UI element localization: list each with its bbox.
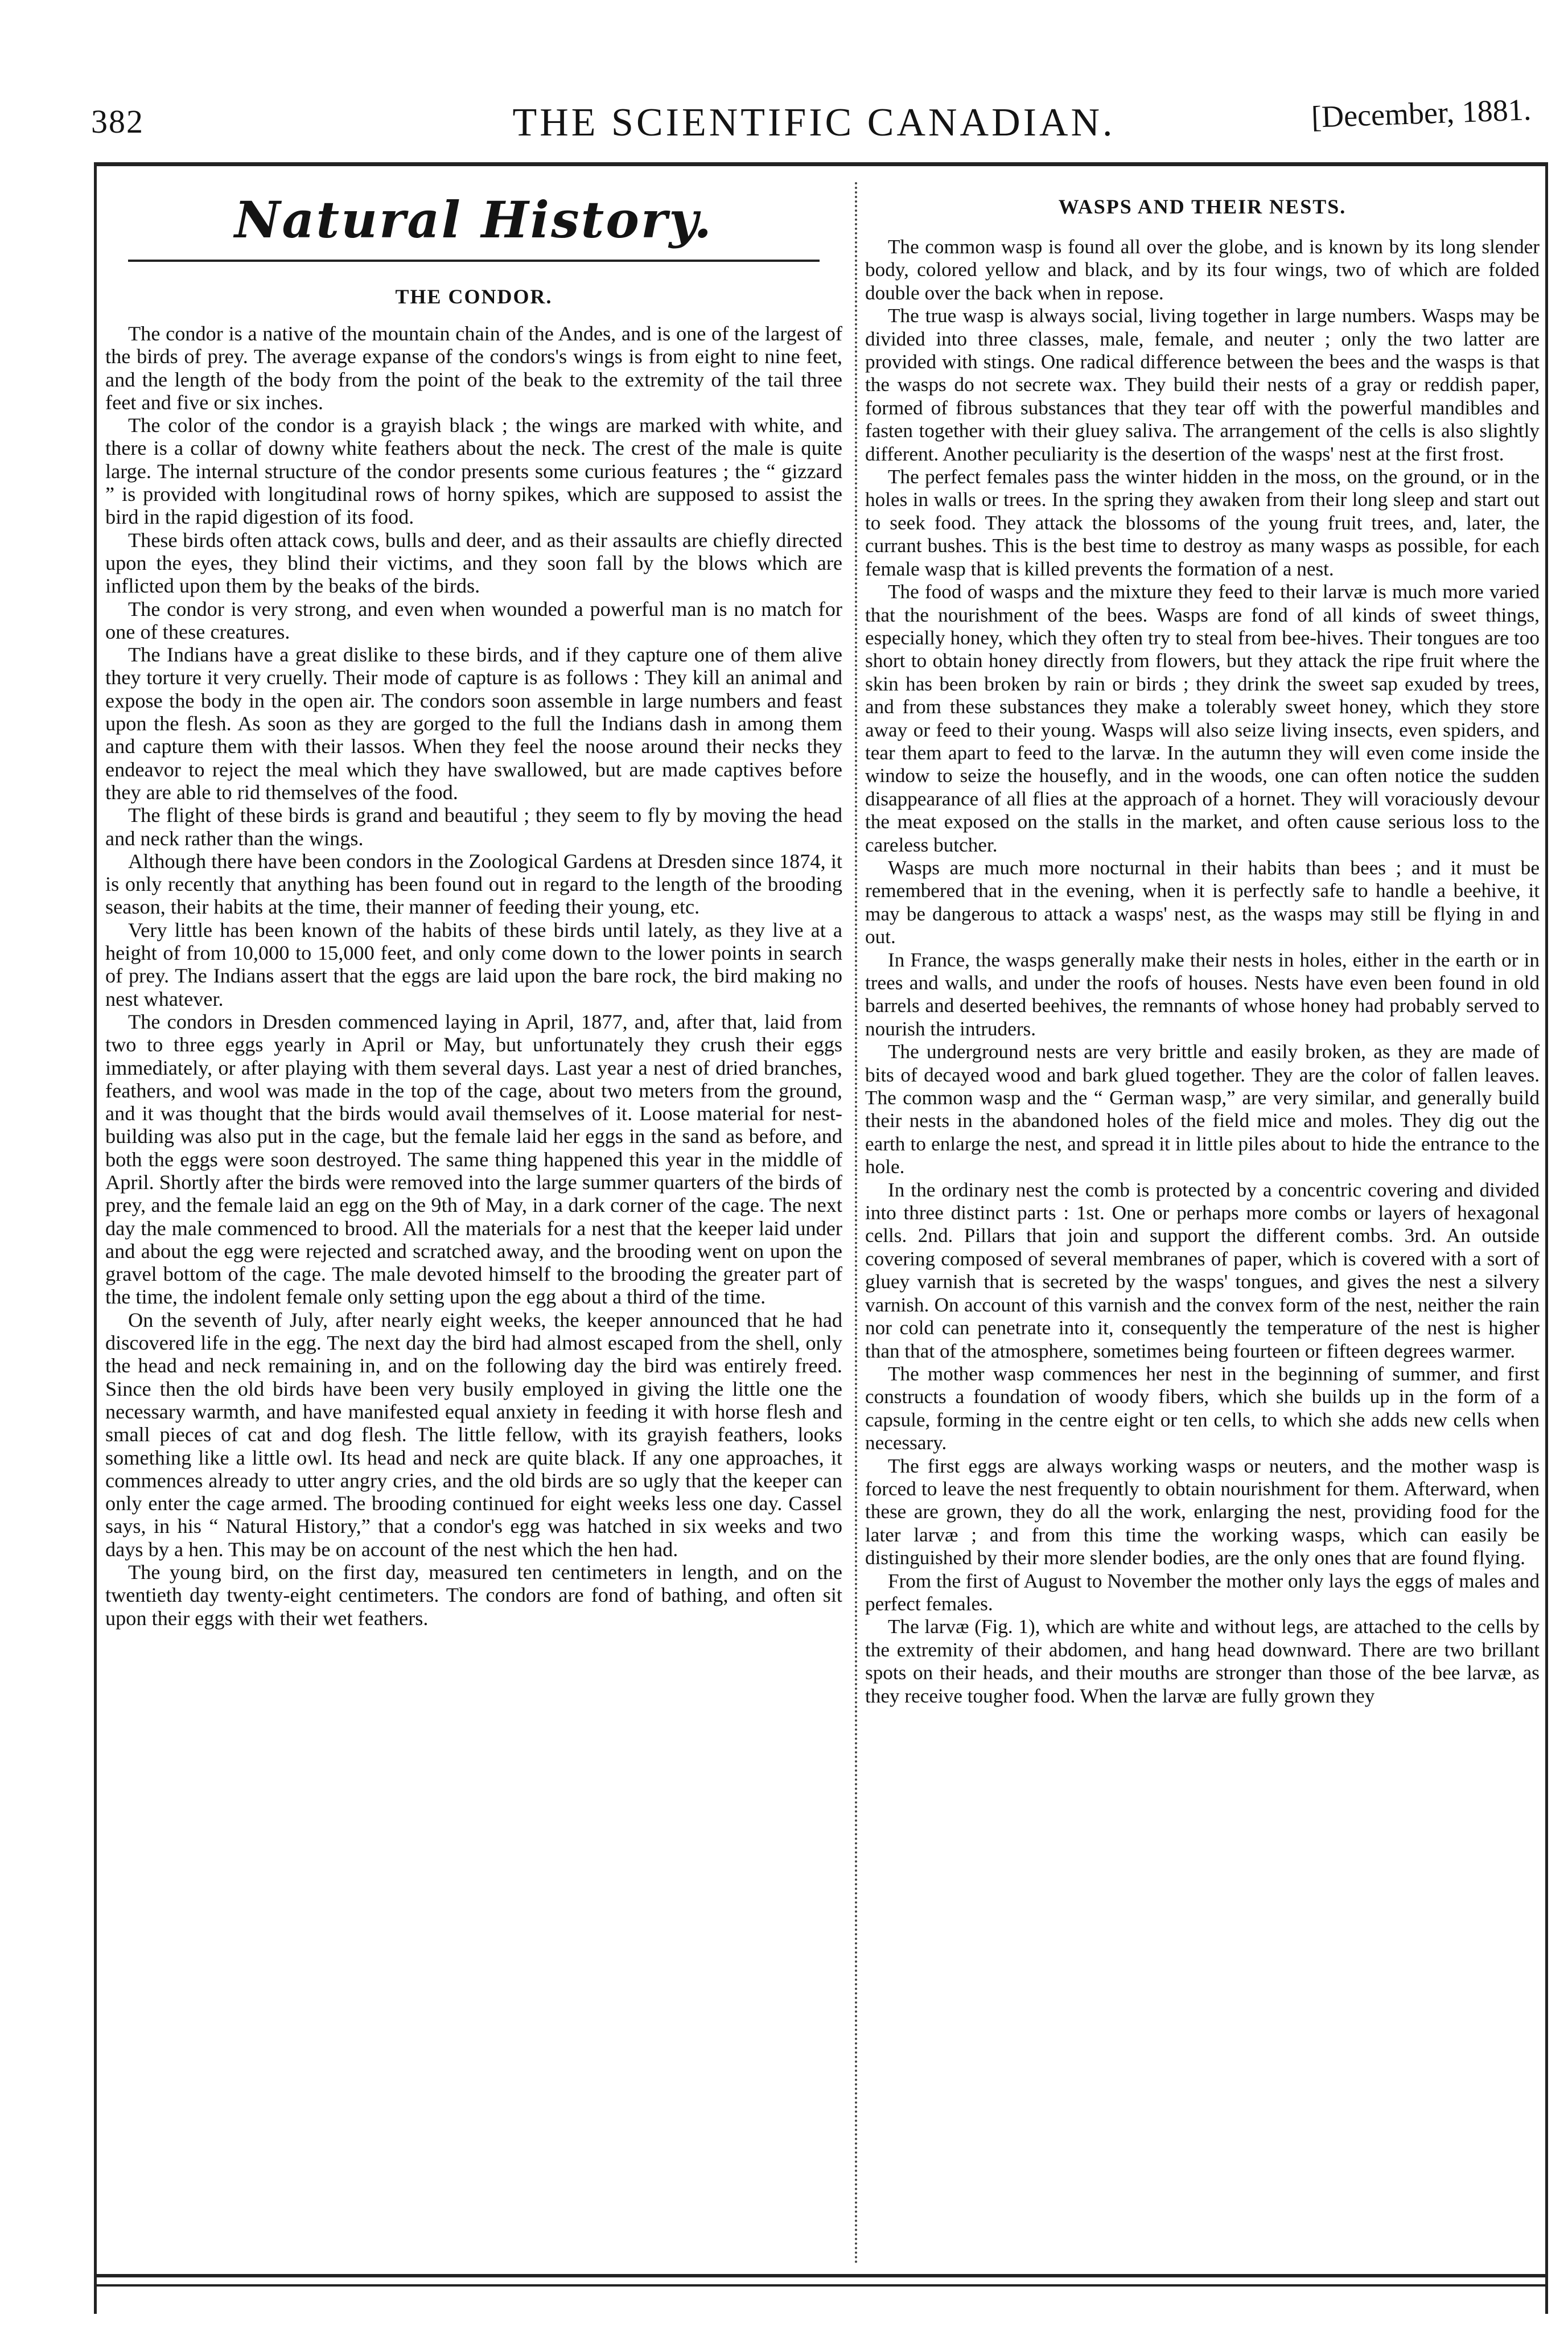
paragraph: The food of wasps and the mixture they feed to their larvæ is much more varied that the nourishment of the bees. Wasps are fond of all kinds of sweet things, especially honey, which they often try to steal from bee-hives. Their tongues are too short to obtain honey directly from flowers, but they attack the ripe fruit where the skin has been broken by rain or birds ; they drink the sweet sap exuded by trees, and from these substances they make a tolerably sweet honey, which they store away or feed to their young. Wasps will also seize living insects, even spiders, and tear them apart to feed to the larvæ. In the autumn they will even come inside the window to seize the housefly, and in the woods, one can often notice the sudden disappearance of all flies at the approach of a hornet. They will voraciously devour the meat exposed on the stalls in the market, and often cause serious loss to the careless butcher.	[865, 581, 1540, 856]
left-column	[105, 182, 842, 2271]
article-title-wasps: WASPS AND THEIR NESTS.	[1058, 195, 1347, 218]
page-number: 382	[91, 103, 144, 140]
section-heading: Natural History.	[234, 190, 714, 249]
paragraph: The common wasp is found all over the globe, and is known by its long slender body, colored yellow and black, and by its four wings, two of which are folded double over the back when in repose.	[865, 236, 1540, 304]
paragraph: The first eggs are always working wasps or neuters, and the mother wasp is forced to leave the nest frequently to obtain nourishment for them. Afterward, when these are grown, they do all the work, enlarging the nest, providing food for the later larvæ ; and from this time the working wasps, which can easily be distinguished by their more slender bodies, are the only ones that are found flying.	[865, 1454, 1540, 1569]
paragraph: The mother wasp commences her nest in the beginning of summer, and first constructs a foundation of woody fibers, which she builds up in the form of a capsule, forming in the centre eight or ten cells, to which she adds new cells when necessary.	[865, 1362, 1540, 1454]
paragraph: The young bird, on the first day, measured ten centimeters in length, and on the twentieth day twenty-eight centimeters. The condors are fond of bathing, and often sit upon their eggs with their wet feathers.	[105, 1561, 842, 1630]
paragraph: The condor is very strong, and even when wounded a powerful man is no match for one of these creatures.	[105, 597, 842, 643]
paragraph: Wasps are much more nocturnal in their habits than bees ; and it must be remembered that in the evening, when it is perfectly safe to handle a beehive, it may be dangerous to attack a wasps' nest, as the wasps may still be flying in and out.	[865, 856, 1540, 948]
paragraph: Although there have been condors in the Zoological Gardens at Dresden since 1874, it is only recently that anything has been found out in regard to the length of the brooding season, their habits at the time, their manner of feeding their young, etc.	[105, 849, 842, 919]
bottom-double-rule	[94, 2274, 1548, 2287]
running-head	[85, 91, 1542, 148]
paragraph: In France, the wasps generally make their nests in holes, either in the earth or in trees and walls, and under the roofs of houses. Nests have even been found in old barrels and deserted beehives, the remnants of whose honey had probably served to nourish the intruders.	[865, 948, 1540, 1040]
section-heading-rule	[128, 260, 820, 262]
paragraph: The underground nests are very brittle and easily broken, as they are made of bits of decayed wood and bark glued together. They are the color of fallen leaves. The common wasp and the “ German wasp,” are very similar, and generally build their nests in the abandoned holes of the field mice and moles. They dig out the earth to enlarge the nest, and spread it in little piles about to hide the entrance to the hole.	[865, 1041, 1540, 1178]
paragraph: From the first of August to November the mother only lays the eggs of males and perfect females.	[865, 1569, 1540, 1615]
article-title-condor: THE CONDOR.	[395, 285, 553, 308]
paragraph: The flight of these birds is grand and beautiful ; they seem to fly by moving the head and neck rather than the wings.	[105, 804, 842, 850]
issue-date: [December, 1881.	[1310, 92, 1532, 134]
paragraph: The condors in Dresden commenced laying in April, 1877, and, after that, laid from two to three eggs yearly in April or May, but unfortunately they crush their eggs immediately, or after playing with them several days. Last year a nest of dried branches, feathers, and wool was made in the top of the cage, about two meters from the ground, and it was thought that the birds would avail themselves of it. Loose material for nest-building was also put in the cage, but the female laid her eggs in the sand as before, and both the eggs were soon destroyed. The same thing happened this year in the middle of April. Shortly after the birds were removed into the large summer quarters of the birds of prey, and the female laid an egg on the 9th of May, in a dark corner of the cage. The next day the male commenced to brood. All the materials for a nest that the keeper laid under and about the egg were rejected and scratched away, and the brooding went on upon the gravel bottom of the cage. The male devoted himself to the brooding the greater part of the time, the indolent female only setting upon the egg about a third of the time.	[105, 1010, 842, 1309]
paragraph: The larvæ (Fig. 1), which are white and without legs, are attached to the cells by the extremity of their abdomen, and hang head downward. There are two brillant spots on their heads, and their mouths are stronger than those of the bee larvæ, as they receive tougher food. When the larvæ are fully grown they	[865, 1615, 1540, 1707]
right-column	[865, 182, 1540, 2271]
paragraph: The true wasp is always social, living together in large numbers. Wasps may be divided into three classes, male, female, and neuter ; only the two latter are provided with stings. One radical difference between the bees and the wasps is that the wasps do not secrete wax. They build their nests of a gray or reddish paper, formed of fibrous substances that they tear off with the powerful mandibles and fasten together with their gluey saliva. The arrangement of the cells is also slightly different. Another peculiarity is the desertion of the wasps' nest at the first frost.	[865, 305, 1540, 465]
paragraph: These birds often attack cows, bulls and deer, and as their assaults are chiefly directed upon the eyes, they blind their victims, and they soon fall by the blows which are inflicted upon them by the beaks of the birds.	[105, 528, 842, 598]
paragraph: The condor is a native of the mountain chain of the Andes, and is one of the largest of the birds of prey. The average expanse of the condors's wings is from eight to nine feet, and the length of the body from the point of the beak to the extremity of the tail three feet and five or six inches.	[105, 322, 842, 414]
paragraph: Very little has been known of the habits of these birds until lately, as they live at a height of from 10,000 to 15,000 feet, and only come down to the lower points in search of prey. The Indians assert that the eggs are laid upon the bare rock, the bird making no nest whatever.	[105, 918, 842, 1010]
paragraph: The color of the condor is a grayish black ; the wings are marked with white, and there is a collar of downy white feathers about the neck. The crest of the male is quite large. The internal structure of the condor presents some curious features ; the “ gizzard ” is provided with longitudinal rows of horny spikes, which are supposed to assist the bird in the rapid digestion of its food.	[105, 414, 842, 529]
paragraph: In the ordinary nest the comb is protected by a concentric covering and divided into three distinct parts : 1st. One or perhaps more combs or layers of hexagonal cells. 2nd. Pillars that join and support the different combs. 3rd. An outside covering composed of several membranes of paper, which is covered with a sort of gluey varnish that is secreted by the wasps' tongues, and gives the nest a silvery varnish. On account of this varnish and the convex form of the nest, neither the rain nor cold can penetrate into it, consequently the temperature of the nest is higher than that of the atmosphere, sometimes being fourteen or fifteen degrees warmer.	[865, 1178, 1540, 1362]
paragraph: The perfect females pass the winter hidden in the moss, on the ground, or in the holes in walls or trees. In the spring they awaken from their long sleep and start out to seek food. They attack the blossoms of the young fruit trees, and, later, the currant bushes. This is the best time to destroy as many wasps as possible, for each female wasp that is killed prevents the formation of a nest.	[865, 466, 1540, 580]
column-divider	[855, 182, 857, 2265]
paragraph: On the seventh of July, after nearly eight weeks, the keeper announced that he had discovered life in the egg. The next day the bird had almost escaped from the shell, only the head and neck remaining in, and on the following day the bird was entirely freed. Since then the old birds have been very busily employed in giving the little one the necessary warmth, and have manifested equal anxiety in feeding it with horse flesh and small pieces of cat and dog flesh. The little fellow, with its grayish feathers, looks something like a little owl. Its head and neck are quite black. If any one approaches, it commences already to utter angry cries, and the old birds are so ugly that the keeper can only enter the cage armed. The brooding continued for eight weeks less one day. Cassel says, in his “ Natural History,” that a condor's egg was hatched in six weeks and two days by a hen. This may be on account of the nest which the hen had.	[105, 1308, 842, 1561]
journal-title: THE SCIENTIFIC CANADIAN.	[512, 101, 1116, 145]
paragraph: The Indians have a great dislike to these birds, and if they capture one of them alive they torture it very cruelly. Their mode of capture is as follows : They kill an animal and expose the body in the open air. The condors soon assemble in large numbers and feast upon the flesh. As soon as they are gorged to the full the Indians dash in among them and capture them with their lassos. When they feel the noose around their necks they endeavor to reject the meal which they have swallowed, but are made captives before they are able to rid themselves of the food.	[105, 643, 842, 804]
